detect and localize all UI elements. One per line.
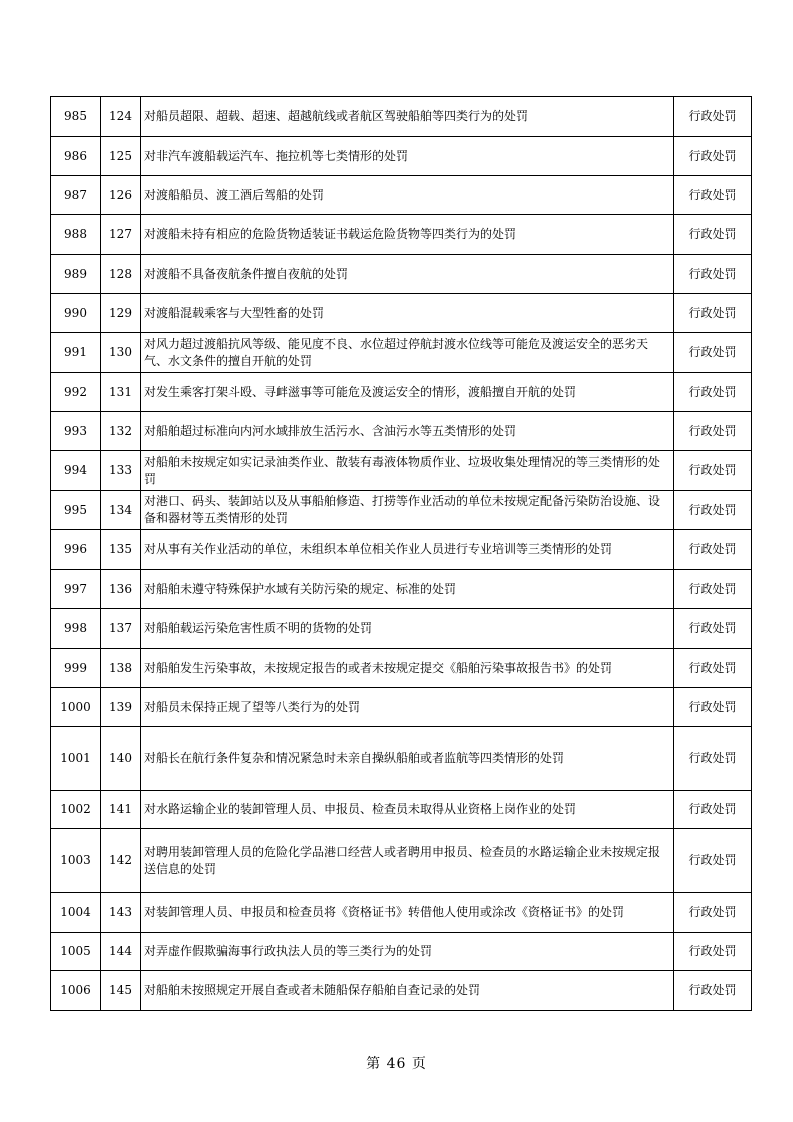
row-description: 对聘用装卸管理人员的危险化学品港口经营人或者聘用申报员、检查员的水路运输企业未按规定报送信息的处罚 (141, 829, 674, 893)
row-category: 行政处罚 (674, 215, 752, 255)
row-sequence-number: 986 (51, 137, 101, 176)
row-category: 行政处罚 (674, 333, 752, 373)
table-row (51, 727, 752, 791)
row-category: 行政处罚 (674, 176, 752, 215)
row-category: 行政处罚 (674, 971, 752, 1011)
row-sequence-number: 991 (51, 333, 101, 373)
row-category: 行政处罚 (674, 451, 752, 491)
row-sequence-number: 1005 (51, 933, 101, 971)
row-category: 行政处罚 (674, 294, 752, 333)
row-sequence-number: 988 (51, 215, 101, 255)
row-item-number: 133 (101, 451, 141, 491)
row-item-number: 135 (101, 530, 141, 570)
row-description: 对渡船混载乘客与大型牲畜的处罚 (141, 294, 674, 333)
page-number: 第 46 页 (366, 1056, 427, 1072)
row-category: 行政处罚 (674, 412, 752, 451)
row-item-number: 131 (101, 373, 141, 412)
table-row (51, 933, 752, 971)
row-description: 对渡船不具备夜航条件擅自夜航的处罚 (141, 255, 674, 294)
row-item-number: 142 (101, 829, 141, 893)
row-category: 行政处罚 (674, 727, 752, 791)
row-category: 行政处罚 (674, 829, 752, 893)
row-sequence-number: 990 (51, 294, 101, 333)
table-row (51, 609, 752, 649)
row-category: 行政处罚 (674, 609, 752, 649)
row-item-number: 141 (101, 791, 141, 829)
row-description: 对船舶未按照规定开展自查或者未随船保存船舶自查记录的处罚 (141, 971, 674, 1011)
row-sequence-number: 993 (51, 412, 101, 451)
row-item-number: 138 (101, 649, 141, 688)
row-description: 对船舶未遵守特殊保护水域有关防污染的规定、标准的处罚 (141, 570, 674, 609)
row-description: 对船长在航行条件复杂和情况紧急时未亲自操纵船舶或者监航等四类情形的处罚 (141, 727, 674, 791)
row-item-number: 140 (101, 727, 141, 791)
row-item-number: 143 (101, 893, 141, 933)
table-row (51, 373, 752, 412)
row-category: 行政处罚 (674, 688, 752, 727)
row-category: 行政处罚 (674, 491, 752, 530)
row-description: 对船舶超过标准向内河水域排放生活污水、含油污水等五类情形的处罚 (141, 412, 674, 451)
row-sequence-number: 1004 (51, 893, 101, 933)
table-row (51, 333, 752, 373)
row-item-number: 139 (101, 688, 141, 727)
row-sequence-number: 987 (51, 176, 101, 215)
row-category: 行政处罚 (674, 570, 752, 609)
penalty-items-table (50, 96, 752, 1011)
row-description: 对从事有关作业活动的单位，未组织本单位相关作业人员进行专业培训等三类情形的处罚 (141, 530, 674, 570)
row-item-number: 130 (101, 333, 141, 373)
row-description: 对港口、码头、装卸站以及从事船舶修造、打捞等作业活动的单位未按规定配备污染防治设施、设备和器材等五类情形的处罚 (141, 491, 674, 530)
table-row (51, 688, 752, 727)
row-sequence-number: 1000 (51, 688, 101, 727)
row-category: 行政处罚 (674, 97, 752, 137)
row-item-number: 144 (101, 933, 141, 971)
table-row (51, 893, 752, 933)
row-sequence-number: 1006 (51, 971, 101, 1011)
table-row (51, 971, 752, 1011)
table-body (51, 97, 752, 1011)
row-description: 对水路运输企业的装卸管理人员、申报员、检查员未取得从业资格上岗作业的处罚 (141, 791, 674, 829)
row-description: 对装卸管理人员、申报员和检查员将《资格证书》转借他人使用或涂改《资格证书》的处罚 (141, 893, 674, 933)
table-row (51, 97, 752, 137)
table-row (51, 829, 752, 893)
row-item-number: 124 (101, 97, 141, 137)
table-row (51, 215, 752, 255)
row-item-number: 136 (101, 570, 141, 609)
row-sequence-number: 1003 (51, 829, 101, 893)
row-description: 对船员超限、超载、超速、超越航线或者航区驾驶船舶等四类行为的处罚 (141, 97, 674, 137)
row-item-number: 127 (101, 215, 141, 255)
row-sequence-number: 989 (51, 255, 101, 294)
row-sequence-number: 1001 (51, 727, 101, 791)
row-item-number: 129 (101, 294, 141, 333)
row-description: 对渡船未持有相应的危险货物适装证书载运危险货物等四类行为的处罚 (141, 215, 674, 255)
table-row (51, 649, 752, 688)
table-row (51, 570, 752, 609)
row-description: 对船员未保持正规了望等八类行为的处罚 (141, 688, 674, 727)
table-row (51, 255, 752, 294)
row-item-number: 134 (101, 491, 141, 530)
row-description: 对渡船船员、渡工酒后驾船的处罚 (141, 176, 674, 215)
row-category: 行政处罚 (674, 255, 752, 294)
row-item-number: 145 (101, 971, 141, 1011)
table-row (51, 530, 752, 570)
row-category: 行政处罚 (674, 791, 752, 829)
table-row (51, 137, 752, 176)
row-sequence-number: 999 (51, 649, 101, 688)
table-row (51, 412, 752, 451)
row-item-number: 126 (101, 176, 141, 215)
row-item-number: 137 (101, 609, 141, 649)
row-category: 行政处罚 (674, 649, 752, 688)
table-row (51, 294, 752, 333)
row-category: 行政处罚 (674, 373, 752, 412)
row-item-number: 125 (101, 137, 141, 176)
row-sequence-number: 1002 (51, 791, 101, 829)
table-row (51, 176, 752, 215)
row-description: 对非汽车渡船载运汽车、拖拉机等七类情形的处罚 (141, 137, 674, 176)
row-description: 对船舶发生污染事故，未按规定报告的或者未按规定提交《船舶污染事故报告书》的处罚 (141, 649, 674, 688)
row-item-number: 128 (101, 255, 141, 294)
row-description: 对发生乘客打架斗殴、寻衅滋事等可能危及渡运安全的情形，渡船擅自开航的处罚 (141, 373, 674, 412)
row-sequence-number: 997 (51, 570, 101, 609)
row-description: 对船舶载运污染危害性质不明的货物的处罚 (141, 609, 674, 649)
row-description: 对弄虚作假欺骗海事行政执法人员的等三类行为的处罚 (141, 933, 674, 971)
row-sequence-number: 994 (51, 451, 101, 491)
row-sequence-number: 985 (51, 97, 101, 137)
row-description: 对风力超过渡船抗风等级、能见度不良、水位超过停航封渡水位线等可能危及渡运安全的恶劣天气、水文条件的擅自开航的处罚 (141, 333, 674, 373)
row-sequence-number: 998 (51, 609, 101, 649)
row-sequence-number: 996 (51, 530, 101, 570)
row-category: 行政处罚 (674, 933, 752, 971)
row-description: 对船舶未按规定如实记录油类作业、散装有毒液体物质作业、垃圾收集处理情况的等三类情形的处罚 (141, 451, 674, 491)
row-sequence-number: 995 (51, 491, 101, 530)
row-category: 行政处罚 (674, 530, 752, 570)
table-row (51, 451, 752, 491)
table-row (51, 491, 752, 530)
row-category: 行政处罚 (674, 137, 752, 176)
row-sequence-number: 992 (51, 373, 101, 412)
table-row (51, 791, 752, 829)
row-category: 行政处罚 (674, 893, 752, 933)
row-item-number: 132 (101, 412, 141, 451)
